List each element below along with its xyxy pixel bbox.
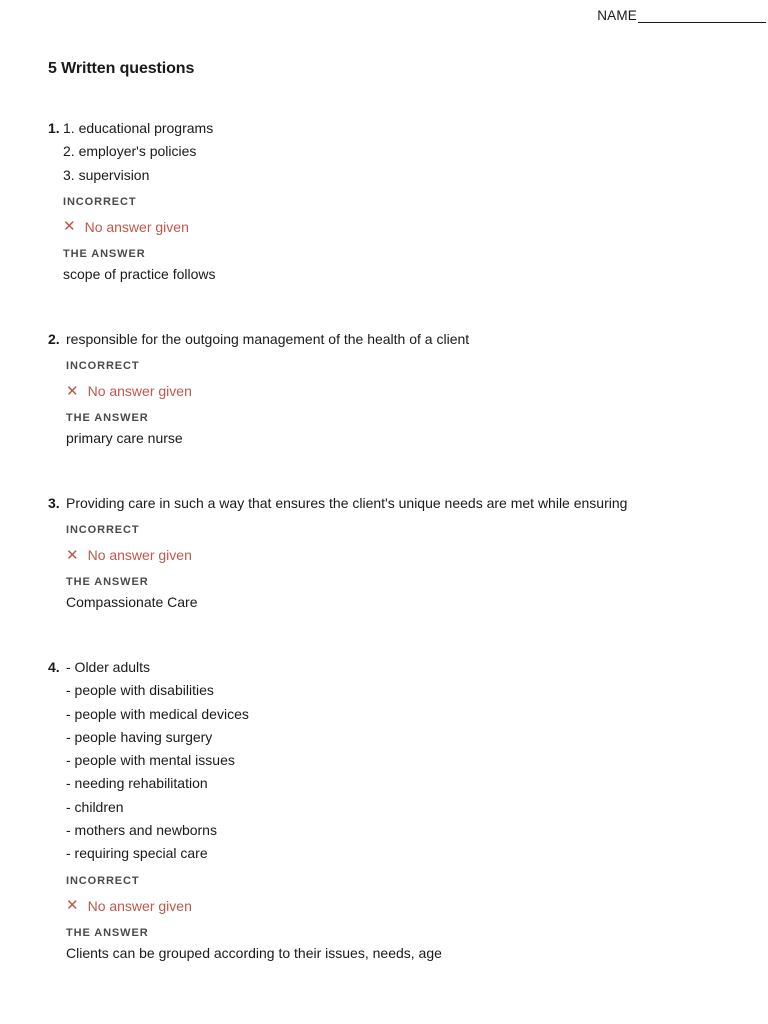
- prompt-line: - requiring special care: [66, 845, 208, 862]
- x-icon: ✕: [66, 897, 79, 915]
- prompt-line: - people with medical devices: [66, 705, 249, 722]
- answer-text: scope of practice follows: [63, 265, 216, 282]
- prompt-line: - people having surgery: [66, 728, 213, 745]
- prompt-line: - Older adults: [66, 659, 151, 675]
- name-label: NAME: [597, 8, 637, 23]
- incorrect-label: INCORRECT: [66, 524, 140, 537]
- question-3: [48, 492, 748, 610]
- question-4: [48, 656, 748, 961]
- prompt-line: - children: [66, 798, 124, 815]
- no-answer-text: No answer given: [84, 218, 189, 235]
- no-answer-status: [66, 383, 748, 399]
- question-number: 3.: [48, 495, 60, 511]
- question-2: [48, 328, 748, 446]
- question-number: 1.: [48, 120, 60, 136]
- prompt-line: - needing rehabilitation: [66, 775, 208, 792]
- prompt-line: - people with mental issues: [66, 752, 235, 769]
- question-number: 2.: [48, 331, 60, 347]
- the-answer-label: THE ANSWER: [66, 926, 149, 939]
- name-field: [597, 8, 766, 23]
- question-1: [48, 117, 748, 282]
- prompt-line: 3. supervision: [63, 166, 150, 183]
- prompt-line: - mothers and newborns: [66, 822, 217, 839]
- no-answer-text: No answer given: [87, 383, 192, 400]
- prompt-line: responsible for the outgoing management of the health of a client: [66, 331, 470, 347]
- prompt-line: 2. employer's policies: [63, 143, 197, 160]
- no-answer-status: [63, 219, 748, 235]
- name-blank-line: [638, 8, 766, 23]
- no-answer-text: No answer given: [87, 547, 192, 564]
- answer-text: primary care nurse: [66, 430, 183, 447]
- incorrect-label: INCORRECT: [63, 195, 137, 208]
- incorrect-label: INCORRECT: [66, 874, 140, 887]
- the-answer-label: THE ANSWER: [66, 576, 149, 589]
- section-title: 5 Written questions: [48, 60, 195, 77]
- x-icon: ✕: [66, 382, 79, 400]
- x-icon: ✕: [66, 546, 79, 564]
- answer-text: Compassionate Care: [66, 594, 198, 611]
- prompt-line: Providing care in such a way that ensures the client's unique needs are met while ensuring: [66, 495, 628, 511]
- no-answer-status: [66, 898, 748, 914]
- the-answer-label: THE ANSWER: [63, 247, 146, 260]
- the-answer-label: THE ANSWER: [66, 412, 149, 425]
- question-number: 4.: [48, 659, 60, 675]
- no-answer-status: [66, 547, 748, 563]
- prompt-line: 1. educational programs: [63, 120, 214, 136]
- x-icon: ✕: [63, 218, 76, 236]
- incorrect-label: INCORRECT: [66, 360, 140, 373]
- no-answer-text: No answer given: [87, 897, 192, 914]
- answer-text: Clients can be grouped according to their issues, needs, age: [66, 944, 442, 961]
- prompt-line: - people with disabilities: [66, 682, 214, 699]
